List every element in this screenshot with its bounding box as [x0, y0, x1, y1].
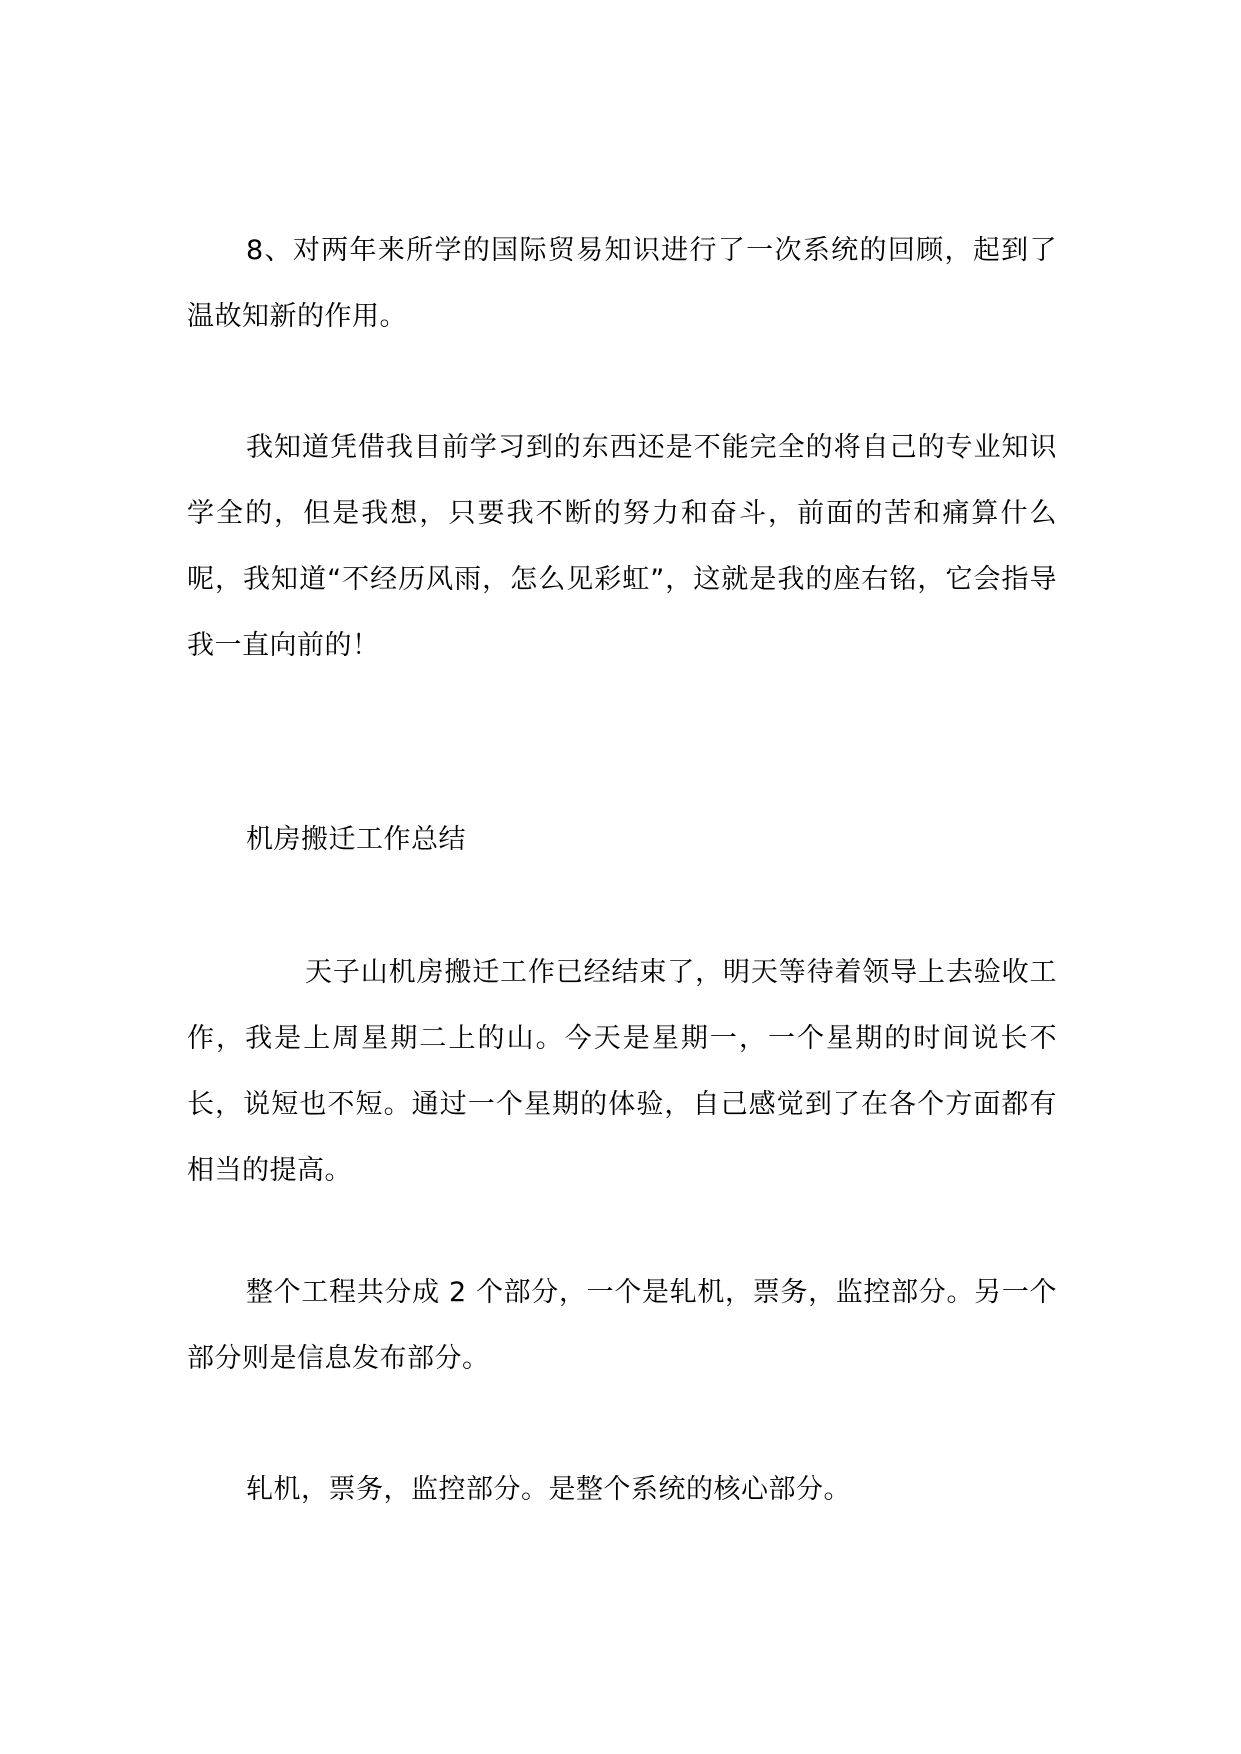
- paragraph-motto: 我知道凭借我目前学习到的东西还是不能完全的将自己的专业知识学全的，但是我想，只要我不断的努力和奋斗，前面的苦和痛算什么呢，我知道“不经历风雨，怎么见彩虹”，这就是我的座右铭，它会指导我一直向前的！: [187, 432, 1057, 661]
- paragraph-review: 8、对两年来所学的国际贸易知识进行了一次系统的回顾，起到了温故知新的作用。: [187, 235, 1057, 332]
- section-title: 机房搬迁工作总结: [246, 824, 466, 855]
- paragraph-core-part: 轧机，票务，监控部分。是整个系统的核心部分。: [246, 1474, 851, 1505]
- paragraph-migration-intro: 天子山机房搬迁工作已经结束了，明天等待着领导上去验收工作，我是上周星期二上的山。今天是星期一，一个星期的时间说长不长，说短也不短。通过一个星期的体验，自己感觉到了在各个方面都有相当的提高。: [187, 957, 1057, 1186]
- paragraph-project-parts: 整个工程共分成 2 个部分，一个是轧机，票务，监控部分。另一个部分则是信息发布部分。: [187, 1277, 1057, 1374]
